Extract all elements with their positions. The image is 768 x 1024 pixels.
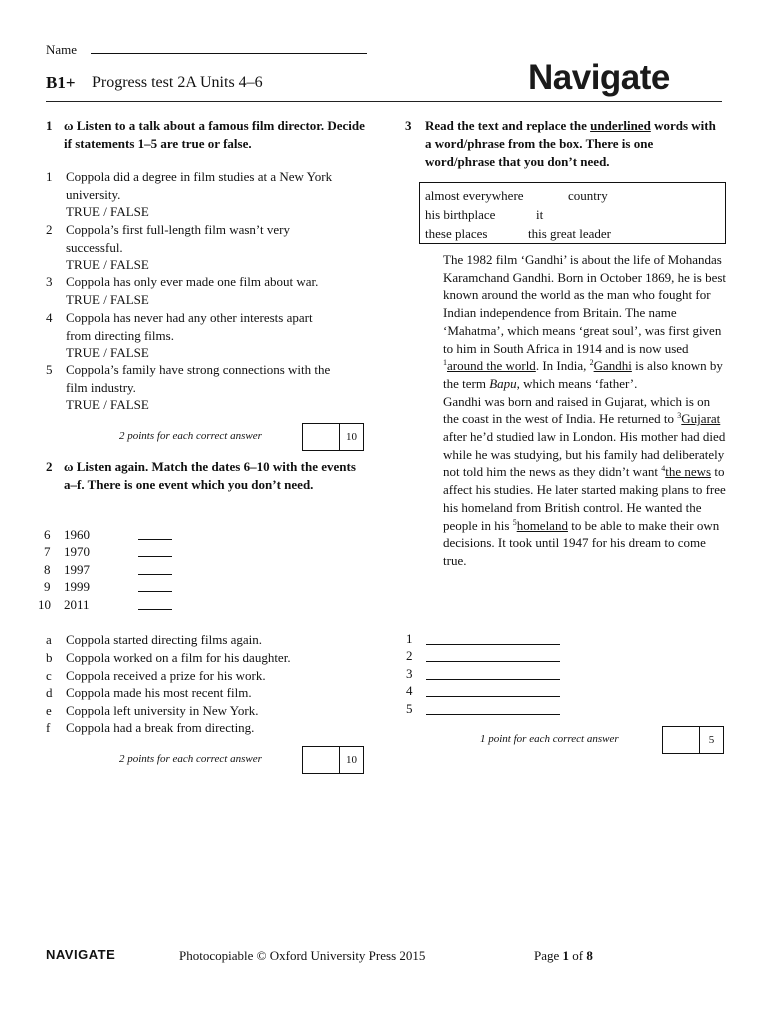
q1-score-label: 2 points for each correct answer [119, 430, 262, 442]
answer-line[interactable] [426, 696, 560, 697]
q2-instruction: Listen again. Match the dates 6–10 with the events a–f. There is one event which you don’t need. [64, 459, 356, 492]
underlined-phrase-3: Gujarat [681, 411, 721, 427]
true-false-choice[interactable]: TRUE / FALSE [66, 397, 149, 413]
answer-line[interactable] [426, 714, 560, 715]
q1-score-box [302, 423, 364, 451]
underlined-phrase-5: homeland [516, 517, 568, 533]
q3-score-total: 5 [708, 734, 715, 746]
underlined-keyword: underlined [590, 118, 651, 133]
footer-copyright: Photocopiable © Oxford University Press 2015 [179, 948, 426, 963]
footer-brand: NAVIGATE [46, 947, 116, 962]
answer-blank[interactable] [138, 591, 172, 592]
answer-blank[interactable] [138, 539, 172, 540]
q3-score-entry[interactable] [663, 727, 700, 753]
q2-score-entry[interactable] [303, 747, 340, 773]
box-word: it [536, 207, 544, 222]
box-word: his birthplace [425, 207, 496, 222]
box-word: this great leader [528, 226, 612, 241]
underlined-phrase-2: Gandhi [593, 358, 632, 374]
q1-heading [46, 117, 366, 153]
answer-line[interactable] [426, 679, 560, 680]
underlined-phrase-4: the news [665, 464, 712, 480]
q1-score-entry[interactable] [303, 424, 340, 450]
name-blank-line[interactable] [91, 41, 367, 54]
q2-heading [46, 458, 366, 494]
underlined-phrase-1: around the world [447, 358, 536, 374]
passage-paragraph-1: The 1982 film ‘Gandhi’ is about the life of Mohandas Karamchand Gandhi. Born in October 1869, he is best known around the world as the man who fought for Indian independence from Britain. The name ‘Mahatma’, which means ‘great soul’, was first given to him in South Africa in 1914 and is now used $^1$around the world. In India, $^2$Gandhi is also known by the term Bapu, which means ‘father’. [443, 252, 727, 391]
header-divider [46, 101, 722, 102]
q2-score-total: 10 [346, 754, 357, 766]
true-false-choice[interactable]: TRUE / FALSE [66, 204, 149, 220]
test-title: Progress test 2A Units 4–6 [92, 74, 263, 91]
box-word: country [568, 188, 608, 203]
box-word: almost everywhere [425, 188, 524, 203]
reading-passage [443, 251, 727, 570]
footer-page-number: Page 1 of 8 [534, 948, 593, 963]
q2-number: 2 [46, 459, 53, 474]
answer-blank[interactable] [138, 609, 172, 610]
name-label: Name [46, 42, 78, 57]
answer-line[interactable] [426, 661, 560, 662]
box-word: these places [425, 226, 488, 241]
q3-number: 3 [405, 118, 412, 133]
q3-heading: 3 Read the text and replace the underlined words with a word/phrase from the box. There is one word/phrase that you don’t need. [405, 118, 716, 169]
audio-omega-icon: ω [64, 459, 74, 474]
q1-score-total: 10 [346, 431, 357, 443]
answer-blank[interactable] [138, 556, 172, 557]
word-box [419, 182, 726, 244]
name-field [46, 41, 367, 58]
q1-number: 1 [46, 118, 53, 133]
passage-paragraph-2: Gandhi was born and raised in Gujarat, which is on the coast in the west of India. He returned to $^3$Gujarat after he’d studied law in London. His mother had died while he was studying, but his family had deliberately not told him the news as they didn’t want $^4$the news to affect his studies. He later started making plans to free his homeland from British control. He wanted the people in his $^5$homeland to be able to make their own decisions. It took until 1947 for his dream to come true. [443, 393, 726, 568]
q3-score-label: 1 point for each correct answer [480, 733, 619, 745]
answer-line[interactable] [426, 644, 560, 645]
navigate-logo: Navigate [528, 58, 670, 97]
true-false-choice[interactable]: TRUE / FALSE [66, 257, 149, 273]
q3-score-box [662, 726, 724, 754]
true-false-choice[interactable]: TRUE / FALSE [66, 291, 149, 307]
answer-blank[interactable] [138, 574, 172, 575]
audio-omega-icon: ω [64, 118, 74, 133]
true-false-choice[interactable]: TRUE / FALSE [66, 345, 149, 361]
q1-instruction: Listen to a talk about a famous film director. Decide if statements 1–5 are true or false. [64, 118, 365, 151]
q2-score-label: 2 points for each correct answer [119, 753, 262, 765]
q2-score-box [302, 746, 364, 774]
level-label: B1+ [46, 73, 76, 92]
